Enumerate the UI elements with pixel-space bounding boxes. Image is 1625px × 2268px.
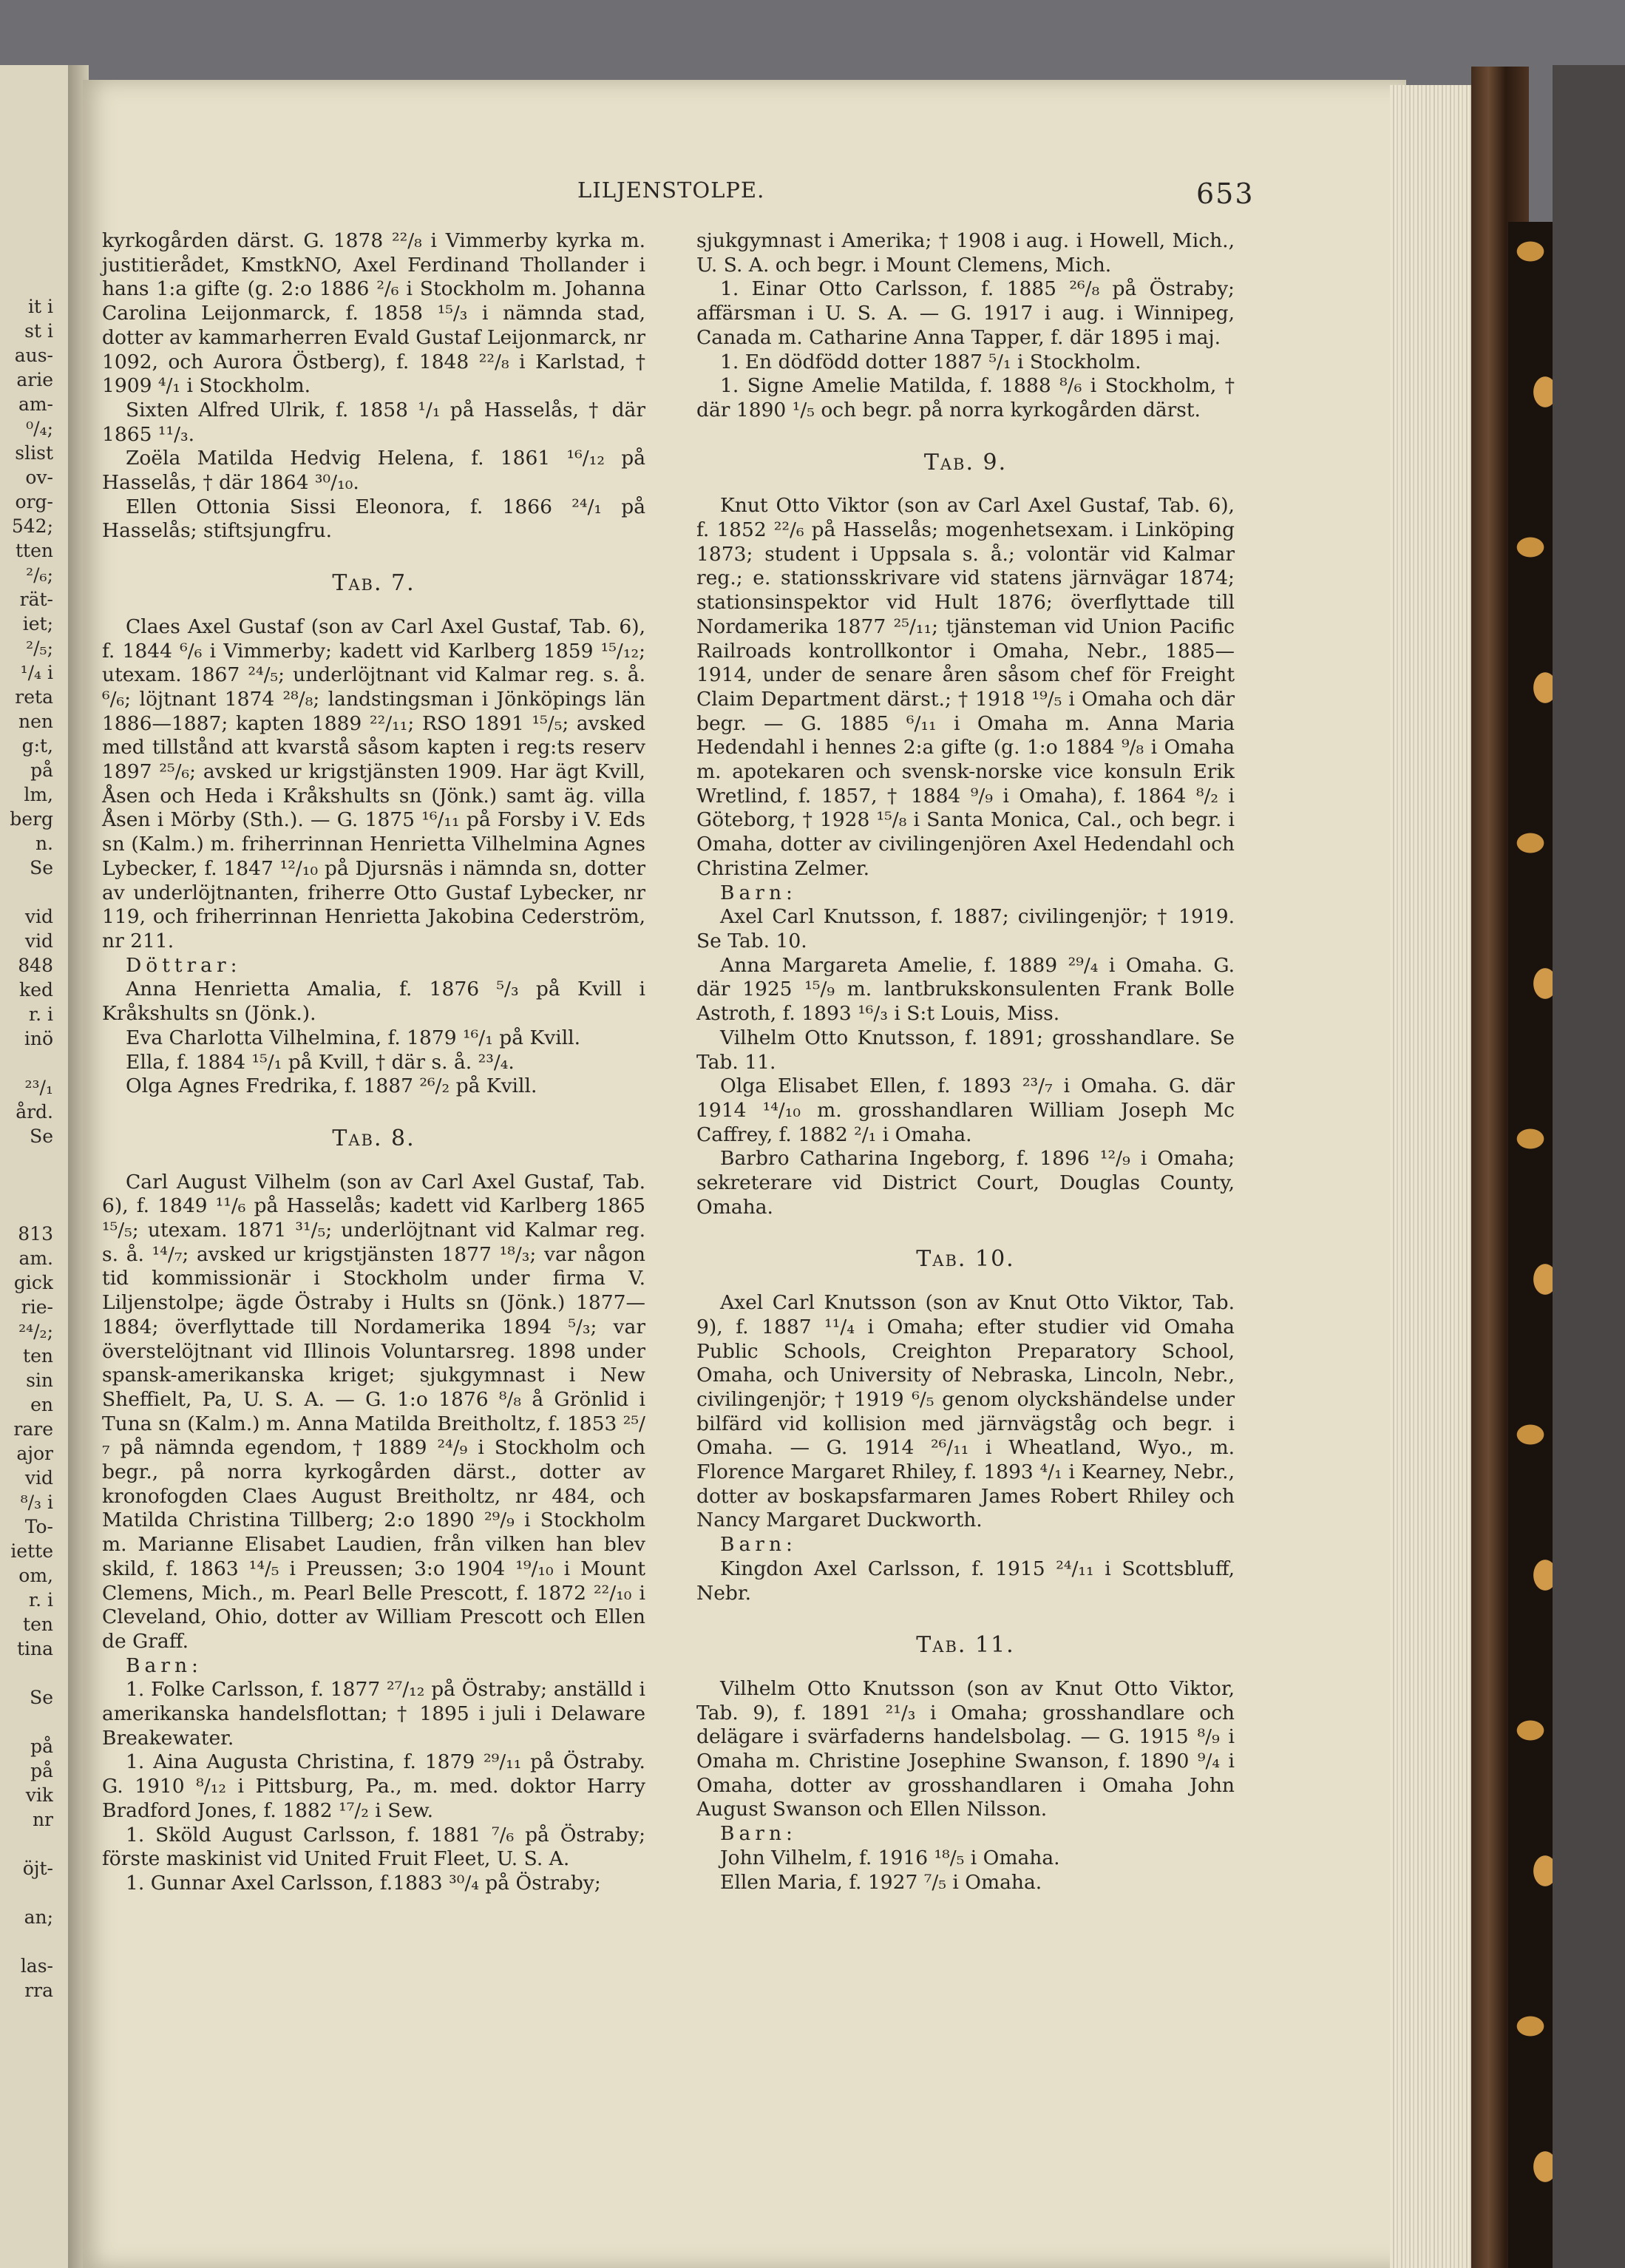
left-page-text-fragment <box>1 294 53 2003</box>
left-fragment-line: To- <box>24 1516 53 1537</box>
left-fragment-line: ⁰/₄; <box>26 418 53 439</box>
left-fragment-line: ten <box>23 1614 53 1635</box>
left-fragment-line: ²⁴/₂; <box>18 1321 53 1342</box>
left-fragment-line: ¹/₄ i <box>20 662 53 683</box>
left-fragment-line: iet; <box>22 613 53 634</box>
paragraph: Barn: <box>720 881 797 904</box>
paragraph: 1. En dödfödd dotter 1887 ⁵/₁ i Stockholm. <box>720 350 1141 373</box>
paragraph: Vilhelm Otto Knutsson, f. 1891; grosshandlare. Se Tab. 11. <box>696 1026 1235 1074</box>
left-fragment-line <box>1 1051 53 1075</box>
left-fragment-line: på <box>30 1736 53 1757</box>
left-fragment-line: ten <box>23 1345 53 1367</box>
left-fragment-line: am- <box>18 393 53 415</box>
left-fragment-line <box>1 1929 53 1954</box>
left-fragment-line: ²/₆; <box>26 564 53 586</box>
left-fragment-line: ²³/₁ <box>24 1077 53 1098</box>
left-fragment-line <box>1 880 53 904</box>
left-fragment-line: vik <box>25 1784 53 1806</box>
left-fragment-line: ²/₅; <box>26 637 53 659</box>
paragraph: Barn: <box>720 1822 797 1846</box>
left-fragment-line: på <box>30 759 53 781</box>
left-fragment-line: öjt- <box>22 1858 53 1879</box>
paragraph: Claes Axel Gustaf (son av Carl Axel Gustaf, Tab. 6), f. 1844 ⁶/₆ i Vimmerby; kadett vid Karlberg 1859 ¹⁵/₁₂; utexam. 1867 ²⁴/₅; underlöjtnant vid Kalmar reg. s. å. ⁶/₆; löjtnant 1874 ²⁸/₈; landstingsman i Jönköpings län 1886—1887; kapten 1889 ²²/₁₁; RSO 1891 ¹⁵/₅; avsked med tillstånd att kvarstå såsom kapten i reg:ts reserv 1897 ²⁵/₆; avsked ur krigstjänsten 1909. Har ägt Kvill, Åsen och Heda i Kråkshults sn (Jönk.) samt äg. villa Åsen i Mörby (Sth.). — G. 1875 ¹⁶/₁₁ på Forsby i V. Eds sn (Kalm.) m. friherrinnan Henrietta Vilhelmina Agnes Lybecker, f. 1847 ¹²/₁₀ på Djursnäs i nämnda sn, dotter av underlöjtnanten, friherre Otto Gustaf Lybecker, nr 119, och friherrinnan Henrietta Jakobina Cederström, nr 211. <box>102 615 645 952</box>
left-fragment-line: lm, <box>24 784 53 805</box>
left-fragment-line: iette <box>10 1540 53 1562</box>
left-fragment-line: 542; <box>11 515 53 537</box>
left-fragment-line: nen <box>18 711 53 732</box>
left-fragment-line: inö <box>24 1028 53 1049</box>
paragraph: John Vilhelm, f. 1916 ¹⁸/₅ i Omaha. <box>720 1846 1060 1869</box>
left-fragment-line: nr <box>32 1809 53 1830</box>
left-fragment-line: aus- <box>14 345 53 366</box>
section-heading: Tab. 9. <box>923 449 1008 475</box>
right-text-column <box>696 229 1235 1895</box>
left-fragment-line <box>1 1661 53 1685</box>
left-fragment-line: ård. <box>16 1101 53 1123</box>
paragraph: 1. Einar Otto Carlsson, f. 1885 ²⁶/₈ på Östraby; affärsman i U. S. A. — G. 1917 i aug. i Winnipeg, Canada m. Catharine Anna Tapper, f. där 1895 i maj. <box>696 277 1235 349</box>
left-fragment-line: ov- <box>25 467 53 488</box>
paragraph: Kingdon Axel Carlsson, f. 1915 ²⁴/₁₁ i Scottsbluff, Nebr. <box>696 1557 1235 1605</box>
paragraph: 1. Sköld August Carlsson, f. 1881 ⁷/₆ på Östraby; förste maskinist vid United Fruit Fleet, U. S. A. <box>102 1823 645 1871</box>
paragraph: Ellen Maria, f. 1927 ⁷/₅ i Omaha. <box>720 1870 1042 1894</box>
left-fragment-line <box>1 1197 53 1222</box>
section-heading: Tab. 11. <box>916 1632 1015 1659</box>
left-fragment-line: om, <box>18 1565 53 1586</box>
left-fragment-line: vid <box>24 1467 53 1489</box>
left-fragment-line: arie <box>16 369 53 390</box>
left-fragment-line: org- <box>15 491 53 512</box>
paragraph: Olga Elisabet Ellen, f. 1893 ²³/₇ i Omaha. G. där 1914 ¹⁴/₁₀ m. grosshandlaren William Joseph Mc Caffrey, f. 1882 ²/₁ i Omaha. <box>696 1074 1235 1146</box>
left-fragment-line: vid <box>24 930 53 952</box>
left-fragment-line: reta <box>15 686 53 708</box>
paragraph: Anna Henrietta Amalia, f. 1876 ⁵/₃ på Kvill i Kråkshults sn (Jönk.). <box>102 978 645 1026</box>
left-fragment-line: st i <box>24 320 53 342</box>
background-strip <box>1553 65 1625 2268</box>
paragraph: Carl August Vilhelm (son av Carl Axel Gustaf, Tab. 6), f. 1849 ¹¹/₆ på Hasselås; kadett vid Karlberg 1865 ¹⁵/₅; utexam. 1871 ³¹/₅; underlöjtnant vid Kalmar reg. s. å. ¹⁴/₇; avsked ur krigstjänsten 1877 ¹⁸/₃; var någon tid kommissionär i Stockholm under firma V. Liljenstolpe; ägde Östraby i Hults sn (Jönk.) 1877—1884; överflyttade till Nordamerika 1894 ⁵/₃; var överstelöjtnant vid Illinois Voluntarsreg. 1898 under spansk-amerikanska kriget; sjukgymnast i New Sheffielt, Pa, U. S. A. — G. 1:o 1876 ⁸/₈ å Grönlid i Tuna sn (Kalm.) m. Anna Matilda Breitholtz, f. 1853 ²⁵/₇ på nämnda egendom, † 1889 ²⁴/₉ i Stockholm och begr., på norra kyrkogården därst., dotter av kronofogden Claes August Breitholtz, nr 484, och Matilda Christina Tillberg; 2:o 1890 ²⁹/₉ i Stockholm m. Marianne Elisabet Laudien, från vilken han blev skild, f. 1863 ¹⁴/₅ i Preussen; 3:o 1904 ¹⁹/₁₀ i Mount Clemens, Mich., m. Pearl Belle Prescott, f. 1872 ²²/₁₀ i Cleveland, Ohio, dotter av William Prescott och Ellen de Graff. <box>102 1170 645 1653</box>
left-page-edge <box>0 65 70 2268</box>
left-fragment-line <box>1 1173 53 1197</box>
left-fragment-line: g:t, <box>21 735 53 756</box>
left-fragment-line: tina <box>16 1638 53 1659</box>
left-fragment-line: rät- <box>19 589 53 610</box>
paragraph: sjukgymnast i Amerika; † 1908 i aug. i Howell, Mich., U. S. A. och begr. i Mount Clemens, Mich. <box>696 229 1235 277</box>
left-fragment-line: it i <box>28 296 53 317</box>
left-fragment-line: n. <box>35 833 53 854</box>
left-fragment-line: r. i <box>28 1003 53 1025</box>
paragraph: Barn: <box>126 1653 203 1677</box>
paragraph: 1. Signe Amelie Matilda, f. 1888 ⁸/₆ i Stockholm, † där 1890 ¹/₅ och begr. på norra kyrkogården därst. <box>696 374 1235 422</box>
left-fragment-line: rra <box>24 1980 53 2001</box>
left-fragment-line: rie- <box>21 1296 53 1318</box>
paragraph: 1. Folke Carlsson, f. 1877 ²⁷/₁₂ på Östraby; anställd i amerikanska handelsflottan; † 1895 i juli i Delaware Breakewater. <box>102 1678 645 1750</box>
paragraph: Döttrar: <box>126 953 242 977</box>
paragraph: Barn: <box>720 1533 797 1557</box>
left-fragment-line: sin <box>26 1370 53 1391</box>
left-fragment-line: 848 <box>18 955 53 976</box>
left-fragment-line: Se <box>30 1687 53 1708</box>
left-fragment-line: r. i <box>28 1589 53 1611</box>
left-fragment-line: ⁸/₃ i <box>20 1492 53 1513</box>
left-fragment-line <box>1 1832 53 1856</box>
paragraph: Ella, f. 1884 ¹⁵/₁ på Kvill, † där s. å. ²³/₄. <box>126 1050 515 1074</box>
left-fragment-line: las- <box>20 1955 53 1977</box>
left-fragment-line <box>1 1710 53 1734</box>
paragraph: Anna Margareta Amelie, f. 1889 ²⁹/₄ i Omaha. G. där 1925 ¹⁵/₉ m. lantbrukskonsulenten Frank Bolle Astroth, f. 1893 ¹⁶/₃ i S:t Louis, Miss. <box>696 953 1235 1026</box>
section-heading: Tab. 8. <box>332 1125 415 1151</box>
page-number: 653 <box>1196 177 1255 210</box>
paragraph: Barbro Catharina Ingeborg, f. 1896 ¹²/₉ i Omaha; sekreterare vid District Court, Douglas County, Omaha. <box>696 1147 1235 1219</box>
left-fragment-line: tten <box>16 540 53 561</box>
running-head: LILJENSTOLPE. <box>577 177 765 203</box>
paragraph: Eva Charlotta Vilhelmina, f. 1879 ¹⁶/₁ på Kvill. <box>126 1026 581 1049</box>
left-fragment-line: rare <box>13 1418 53 1440</box>
paragraph: Ellen Ottonia Sissi Eleonora, f. 1866 ²⁴/₁ på Hasselås; stiftsjungfru. <box>102 495 645 543</box>
section-heading: Tab. 7. <box>332 570 415 597</box>
left-fragment-line: en <box>30 1394 53 1415</box>
left-fragment-line: Se <box>30 857 53 879</box>
left-text-column <box>102 229 645 1896</box>
left-fragment-line: ked <box>19 979 53 1001</box>
left-fragment-line: slist <box>15 442 53 464</box>
left-fragment-line: ajor <box>16 1443 53 1464</box>
paragraph: Axel Carl Knutsson, f. 1887; civilingenjör; † 1919. Se Tab. 10. <box>696 905 1235 952</box>
left-fragment-line: på <box>30 1760 53 1781</box>
paragraph: Knut Otto Viktor (son av Carl Axel Gustaf, Tab. 6), f. 1852 ²²/₆ på Hasselås; mogenhetsexam. i Linköping 1873; student i Uppsala s. å.; volontär vid Kalmar reg.; e. stationsskrivare vid statens järnvägar 1874; stationsinspektor vid Hult 1876; överflyttade till Nordamerika 1877 ²⁵/₁₁; tjänsteman vid Union Pacific Railroads kontrollkontor i Omaha, Nebr., 1885—1914, under de senare åren såsom chef för Freight Claim Department därst.; † 1918 ¹⁹/₅ i Omaha och där begr. — G. 1885 ⁶/₁₁ i Omaha m. Anna Maria Hedendahl i hennes 2:a gifte (g. 1:o 1884 ⁹/₈ i Omaha m. apotekaren och svensk-norske vice konsuln Erik Wretlind, f. 1857, † 1884 ⁹/₉ i Omaha), f. 1864 ⁸/₂ i Göteborg, † 1928 ¹⁵/₈ i Santa Monica, Cal., och begr. i Omaha, dotter av civilingenjören Axel Hedendahl och Christina Zelmer. <box>696 494 1235 880</box>
page-edges <box>1390 85 1471 2268</box>
left-fragment-line: am. <box>18 1248 53 1269</box>
paragraph: 1. Aina Augusta Christina, f. 1879 ²⁹/₁₁ på Östraby. G. 1910 ⁸/₁₂ i Pittsburg, Pa., m. med. doktor Harry Bradford Jones, f. 1882 ¹⁷/₂ i Sew. <box>102 1750 645 1822</box>
paragraph: Olga Agnes Fredrika, f. 1887 ²⁶/₂ på Kvill. <box>126 1074 537 1098</box>
left-fragment-line: an; <box>24 1906 53 1928</box>
paragraph: Vilhelm Otto Knutsson (son av Knut Otto Viktor, Tab. 9), f. 1891 ²¹/₃ i Omaha; grosshandlare och delägare i svärfaderns handelsbolag. — G. 1915 ⁸/₉ i Omaha m. Christine Josephine Swanson, f. 1890 ⁹/₄ i Omaha, dotter av grosshandlaren i Omaha John August Swanson och Ellen Nilsson. <box>696 1676 1235 1821</box>
left-fragment-line: gick <box>13 1272 53 1293</box>
left-fragment-line: 813 <box>18 1223 53 1245</box>
paragraph: Axel Carl Knutsson (son av Knut Otto Viktor, Tab. 9), f. 1887 ¹¹/₄ i Omaha; efter studier vid Omaha Public Schools, Creighton Preparatory School, Omaha, och University of Nebraska, Lincoln, Nebr., civilingenjör; † 1919 ⁶/₅ genom olyckshändelse under bilfärd vid kollision med järnvägståg och begr. i Omaha. — G. 1914 ²⁶/₁₁ i Wheatland, Wyo., m. Florence Margaret Rhiley, f. 1893 ⁴/₁ i Kearney, Nebr., dotter av boskapsfarmaren James Robert Rhiley och Nancy Margaret Duckworth. <box>696 1291 1235 1532</box>
paragraph: Sixten Alfred Ulrik, f. 1858 ¹/₁ på Hasselås, † där 1865 ¹¹/₃. <box>102 398 645 446</box>
section-heading: Tab. 10. <box>916 1246 1015 1273</box>
paragraph: 1. Gunnar Axel Carlsson, f.1883 ³⁰/₄ på Östraby; <box>126 1872 601 1895</box>
left-fragment-line: berg <box>10 808 53 830</box>
left-fragment-line: Se <box>30 1125 53 1147</box>
left-fragment-line <box>1 1148 53 1173</box>
paragraph: kyrkogården därst. G. 1878 ²²/₈ i Vimmerby kyrka m. justitierådet, KmstkNO, Axel Ferdinand Thollander i hans 1:a gifte (g. 2:o 1886 ²/₆ i Stockholm m. Johanna Carolina Leijonmarck, f. 1858 ¹⁵/₃ i nämnda stad, dotter av kammarherren Evald Gustaf Leijonmarck, nr 1092, och Aurora Östberg), f. 1848 ²²/₈ i Karlstad, † 1909 ⁴/₁ i Stockholm. <box>102 229 645 398</box>
paragraph: Zoëla Matilda Hedvig Helena, f. 1861 ¹⁶/₁₂ på Hasselås, † där 1864 ³⁰/₁₀. <box>102 447 645 495</box>
left-fragment-line <box>1 1881 53 1905</box>
left-fragment-line: vid <box>24 906 53 927</box>
